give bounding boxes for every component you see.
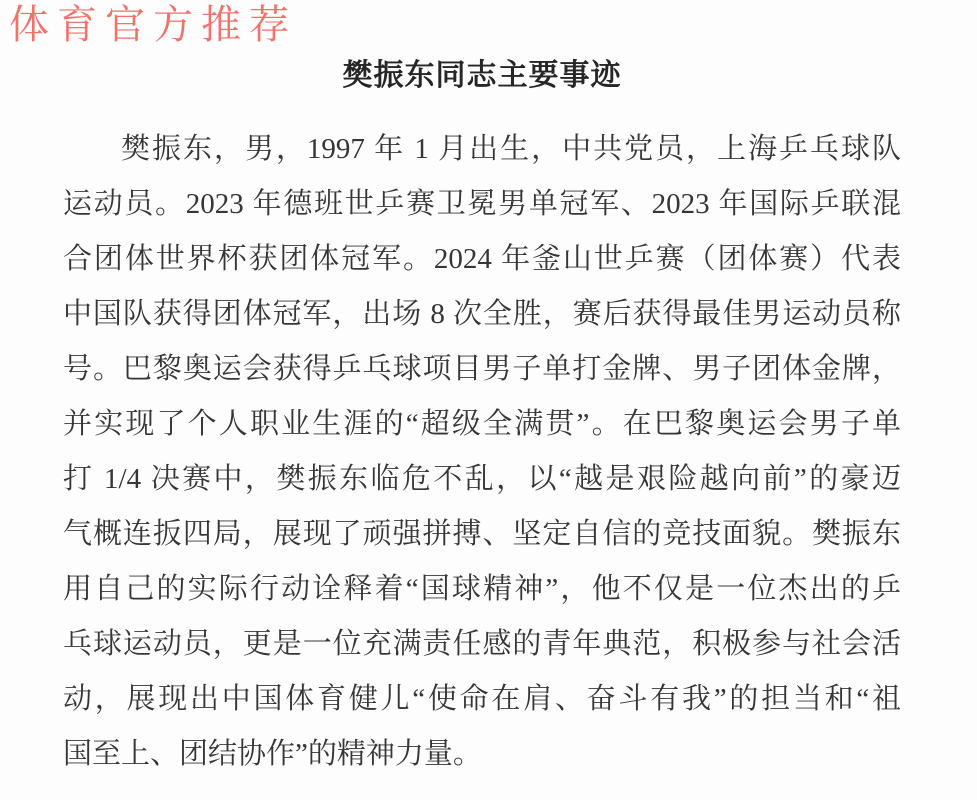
body-line: 并实现了个人职业生涯的“超级全满贯”。在巴黎奥运会男子单 — [63, 408, 901, 440]
body-line: 中国队获得团体冠军，出场 8 次全胜，赛后获得最佳男运动员称 — [63, 298, 901, 330]
body-line: 打 1/4 决赛中，樊振东临危不乱，以“越是艰险越向前”的豪迈 — [63, 463, 901, 495]
page-title: 樊振东同志主要事迹 — [342, 59, 622, 92]
body-line: 动，展现出中国体育健儿“使命在肩、奋斗有我”的担当和“祖 — [63, 683, 901, 715]
body-line: 合团体世界杯获团体冠军。2024 年釜山世乒赛（团体赛）代表 — [63, 243, 901, 275]
body-line: 樊振东，男，1997 年 1 月出生，中共党员，上海乒乓球队 — [121, 133, 901, 165]
body-line: 号。巴黎奥运会获得乒乓球项目男子单打金牌、男子团体金牌， — [63, 353, 901, 385]
document-body — [63, 122, 901, 782]
body-line: 乓球运动员，更是一位充满责任感的青年典范，积极参与社会活 — [63, 628, 901, 660]
body-line: 用自己的实际行动诠释着“国球精神”，他不仅是一位杰出的乒 — [63, 573, 901, 605]
watermark-text: 体育官方推荐 — [9, 2, 297, 47]
body-line: 气概连扳四局，展现了顽强拼搏、坚定自信的竞技面貌。樊振东 — [63, 518, 901, 550]
body-line: 运动员。2023 年德班世乒赛卫冕男单冠军、2023 年国际乒联混 — [63, 188, 901, 220]
body-line: 国至上、团结协作”的精神力量。 — [63, 738, 482, 770]
